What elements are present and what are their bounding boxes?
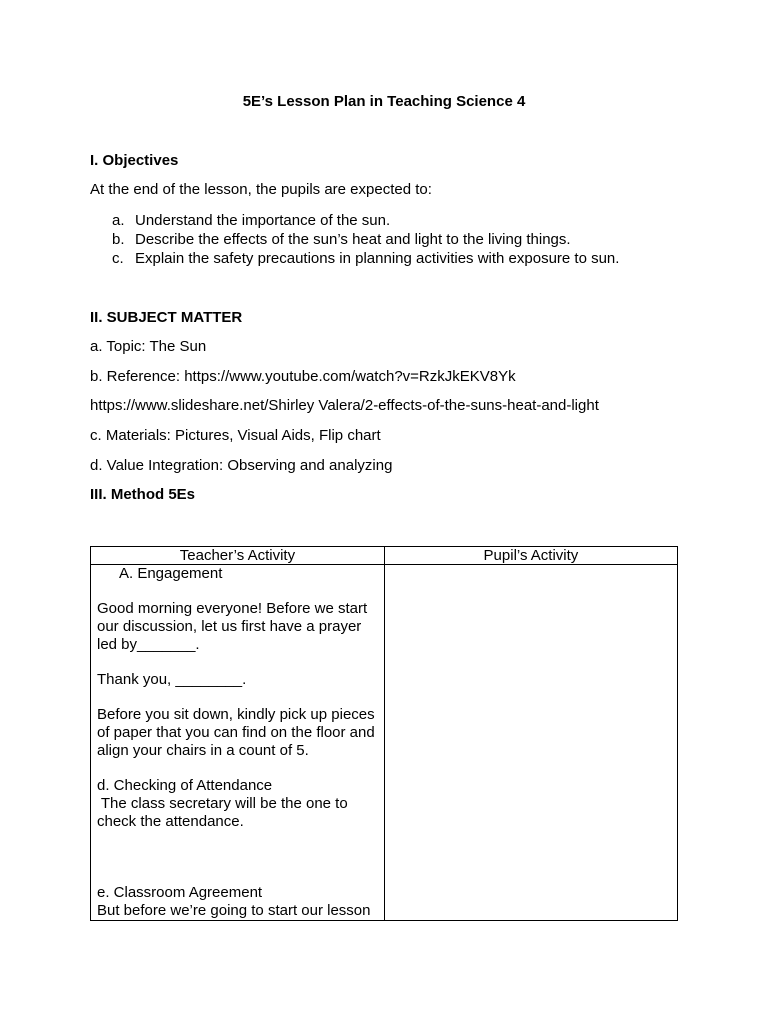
- attendance-line-1: The class secretary will be the one to: [97, 795, 348, 812]
- greeting-line-3: led by_______.: [97, 636, 200, 653]
- objective-item: [112, 230, 619, 249]
- objective-text: Describe the effects of the sun’s heat and light to the living things.: [135, 231, 571, 248]
- objective-item: [112, 211, 619, 230]
- subject-reference: b. Reference: https://www.youtube.com/watch?v=RzkJkEKV8Yk: [90, 368, 516, 385]
- subject-matter-heading: II. SUBJECT MATTER: [90, 309, 243, 326]
- objectives-intro: At the end of the lesson, the pupils are expected to:: [90, 181, 432, 198]
- objectives-list: [112, 211, 619, 268]
- pupil-activity-cell: [384, 565, 677, 921]
- thank-you-line: Thank you, ________.: [97, 671, 247, 688]
- engagement-heading: A. Engagement: [119, 565, 223, 582]
- teacher-activity-header: Teacher’s Activity: [91, 547, 385, 565]
- pickup-line-2: of paper that you can find on the floor and: [97, 724, 375, 741]
- teacher-activity-cell: [91, 565, 385, 921]
- objective-marker: b.: [112, 231, 125, 248]
- subject-topic: a. Topic: The Sun: [90, 338, 207, 355]
- pickup-line-1: Before you sit down, kindly pick up pieces: [97, 706, 375, 723]
- table-header-row: [91, 547, 678, 565]
- attendance-line-2: check the attendance.: [97, 813, 244, 830]
- pickup-line-3: align your chairs in a count of 5.: [97, 742, 309, 759]
- agreement-heading: e. Classroom Agreement: [97, 884, 263, 901]
- subject-value-integration: d. Value Integration: Observing and analyzing: [90, 457, 393, 474]
- pupil-activity-header: Pupil’s Activity: [384, 547, 677, 565]
- subject-materials: c. Materials: Pictures, Visual Aids, Flip chart: [90, 427, 381, 444]
- objective-marker: c.: [112, 250, 124, 267]
- objectives-heading: I. Objectives: [90, 152, 179, 169]
- agreement-line-1: But before we’re going to start our lesson: [97, 902, 371, 919]
- table-row: [91, 565, 678, 921]
- document-title: 5E’s Lesson Plan in Teaching Science 4: [242, 93, 526, 110]
- attendance-heading: d. Checking of Attendance: [97, 777, 273, 794]
- subject-reference-2: https://www.slideshare.net/Shirley Valera/2-effects-of-the-suns-heat-and-light: [90, 397, 599, 414]
- objective-marker: a.: [112, 212, 125, 229]
- activity-table: [90, 546, 678, 921]
- objective-text: Explain the safety precautions in planning activities with exposure to sun.: [135, 250, 620, 267]
- greeting-line-2: our discussion, let us first have a prayer: [97, 618, 362, 635]
- method-heading: III. Method 5Es: [90, 486, 196, 503]
- objective-text: Understand the importance of the sun.: [135, 212, 391, 229]
- objective-item: [112, 249, 619, 268]
- greeting-line-1: Good morning everyone! Before we start: [97, 600, 368, 617]
